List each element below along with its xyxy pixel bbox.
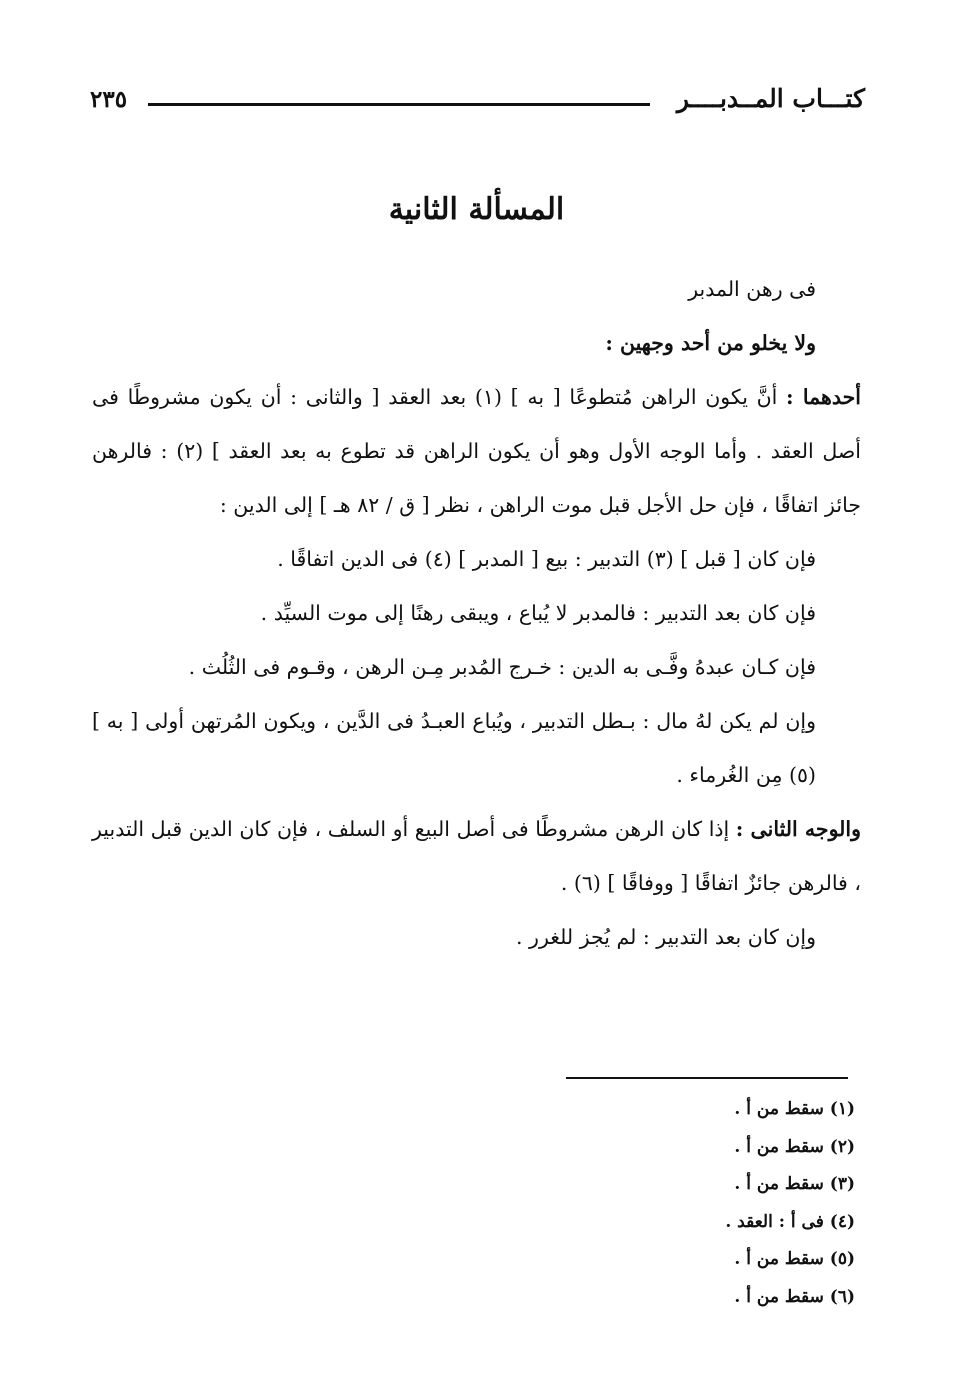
footnote-item: (١) سقط من أ . <box>734 1099 855 1119</box>
paragraph-topic: فى رهن المدبر <box>688 277 816 301</box>
running-title: كتـــاب المــدبــــر <box>676 84 865 113</box>
paragraph-intro: ولا يخلو من أحد وجهين : <box>605 331 816 355</box>
footnotes <box>555 1091 855 1316</box>
footnote-item: (٣) سقط من أ . <box>734 1174 855 1194</box>
paragraph-conclusion: وإن كان بعد التدبير : لم يُجز للغرر . <box>516 925 816 949</box>
page-number: ٢٣٥ <box>90 86 128 113</box>
footnote-item: (٦) سقط من أ . <box>734 1286 855 1307</box>
body-text <box>92 262 862 964</box>
lead-in-label: أحدهما : <box>786 385 861 409</box>
footnote-item: (٥) سقط من أ . <box>734 1249 855 1269</box>
footnote-rule <box>566 1077 848 1079</box>
header-rule <box>148 103 650 106</box>
paragraph-no-money: وإن لم يكن لهُ مال : بـطل التدبير ، ويُباع العبـدُ فى الدَّين ، ويكون المُرتهن أولى [ به ] (٥) مِن الغُرماء . <box>92 709 816 787</box>
lead-in-label: والوجه الثانى : <box>735 817 862 841</box>
paragraph-second-case: والوجه الثانى : إذا كان الرهن مشروطًا فى أصل البيع أو السلف ، فإن كان الدين قبل التدبير ، فالرهن جائزٌ اتفاقًا [ ووفاقًا ] (٦) . <box>92 817 862 895</box>
running-header <box>90 84 865 124</box>
footnote-item: (٤) فى أ : العقد . <box>725 1211 855 1232</box>
footnote-item: (٢) سقط من أ . <box>734 1136 855 1157</box>
paragraph-debt-paid: فإن كـان عبدهُ وفَّـى به الدين : خـرج المُدبر مِـن الرهن ، وقـوم فى الثُلُث . <box>188 655 816 679</box>
paragraph-before-tadbir: فإن كان [ قبل ] (٣) التدبير : بيع [ المدبر ] (٤) فى الدين اتفاقًا . <box>277 547 816 571</box>
paragraph-after-tadbir: فإن كان بعد التدبير : فالمدبر لا يُباع ، ويبقى رهنًا إلى موت السيِّد . <box>260 601 816 625</box>
section-heading: المسألة الثانية <box>388 192 565 227</box>
paragraph-first-case: أحدهما : أنَّ يكون الراهن مُتطوعًا [ به ] (١) بعد العقد [ والثانى : أن يكون مشروطًا فى أصل العقد . وأما الوجه الأول وهو أن يكون الراهن قد تطوع به بعد العقد ] (٢) : فالرهن جائز اتفاقًا ، فإن حل الأجل قبل موت الراهن ، نظر [ ق / ٨٢ هـ ] إلى الدين : <box>92 385 861 517</box>
